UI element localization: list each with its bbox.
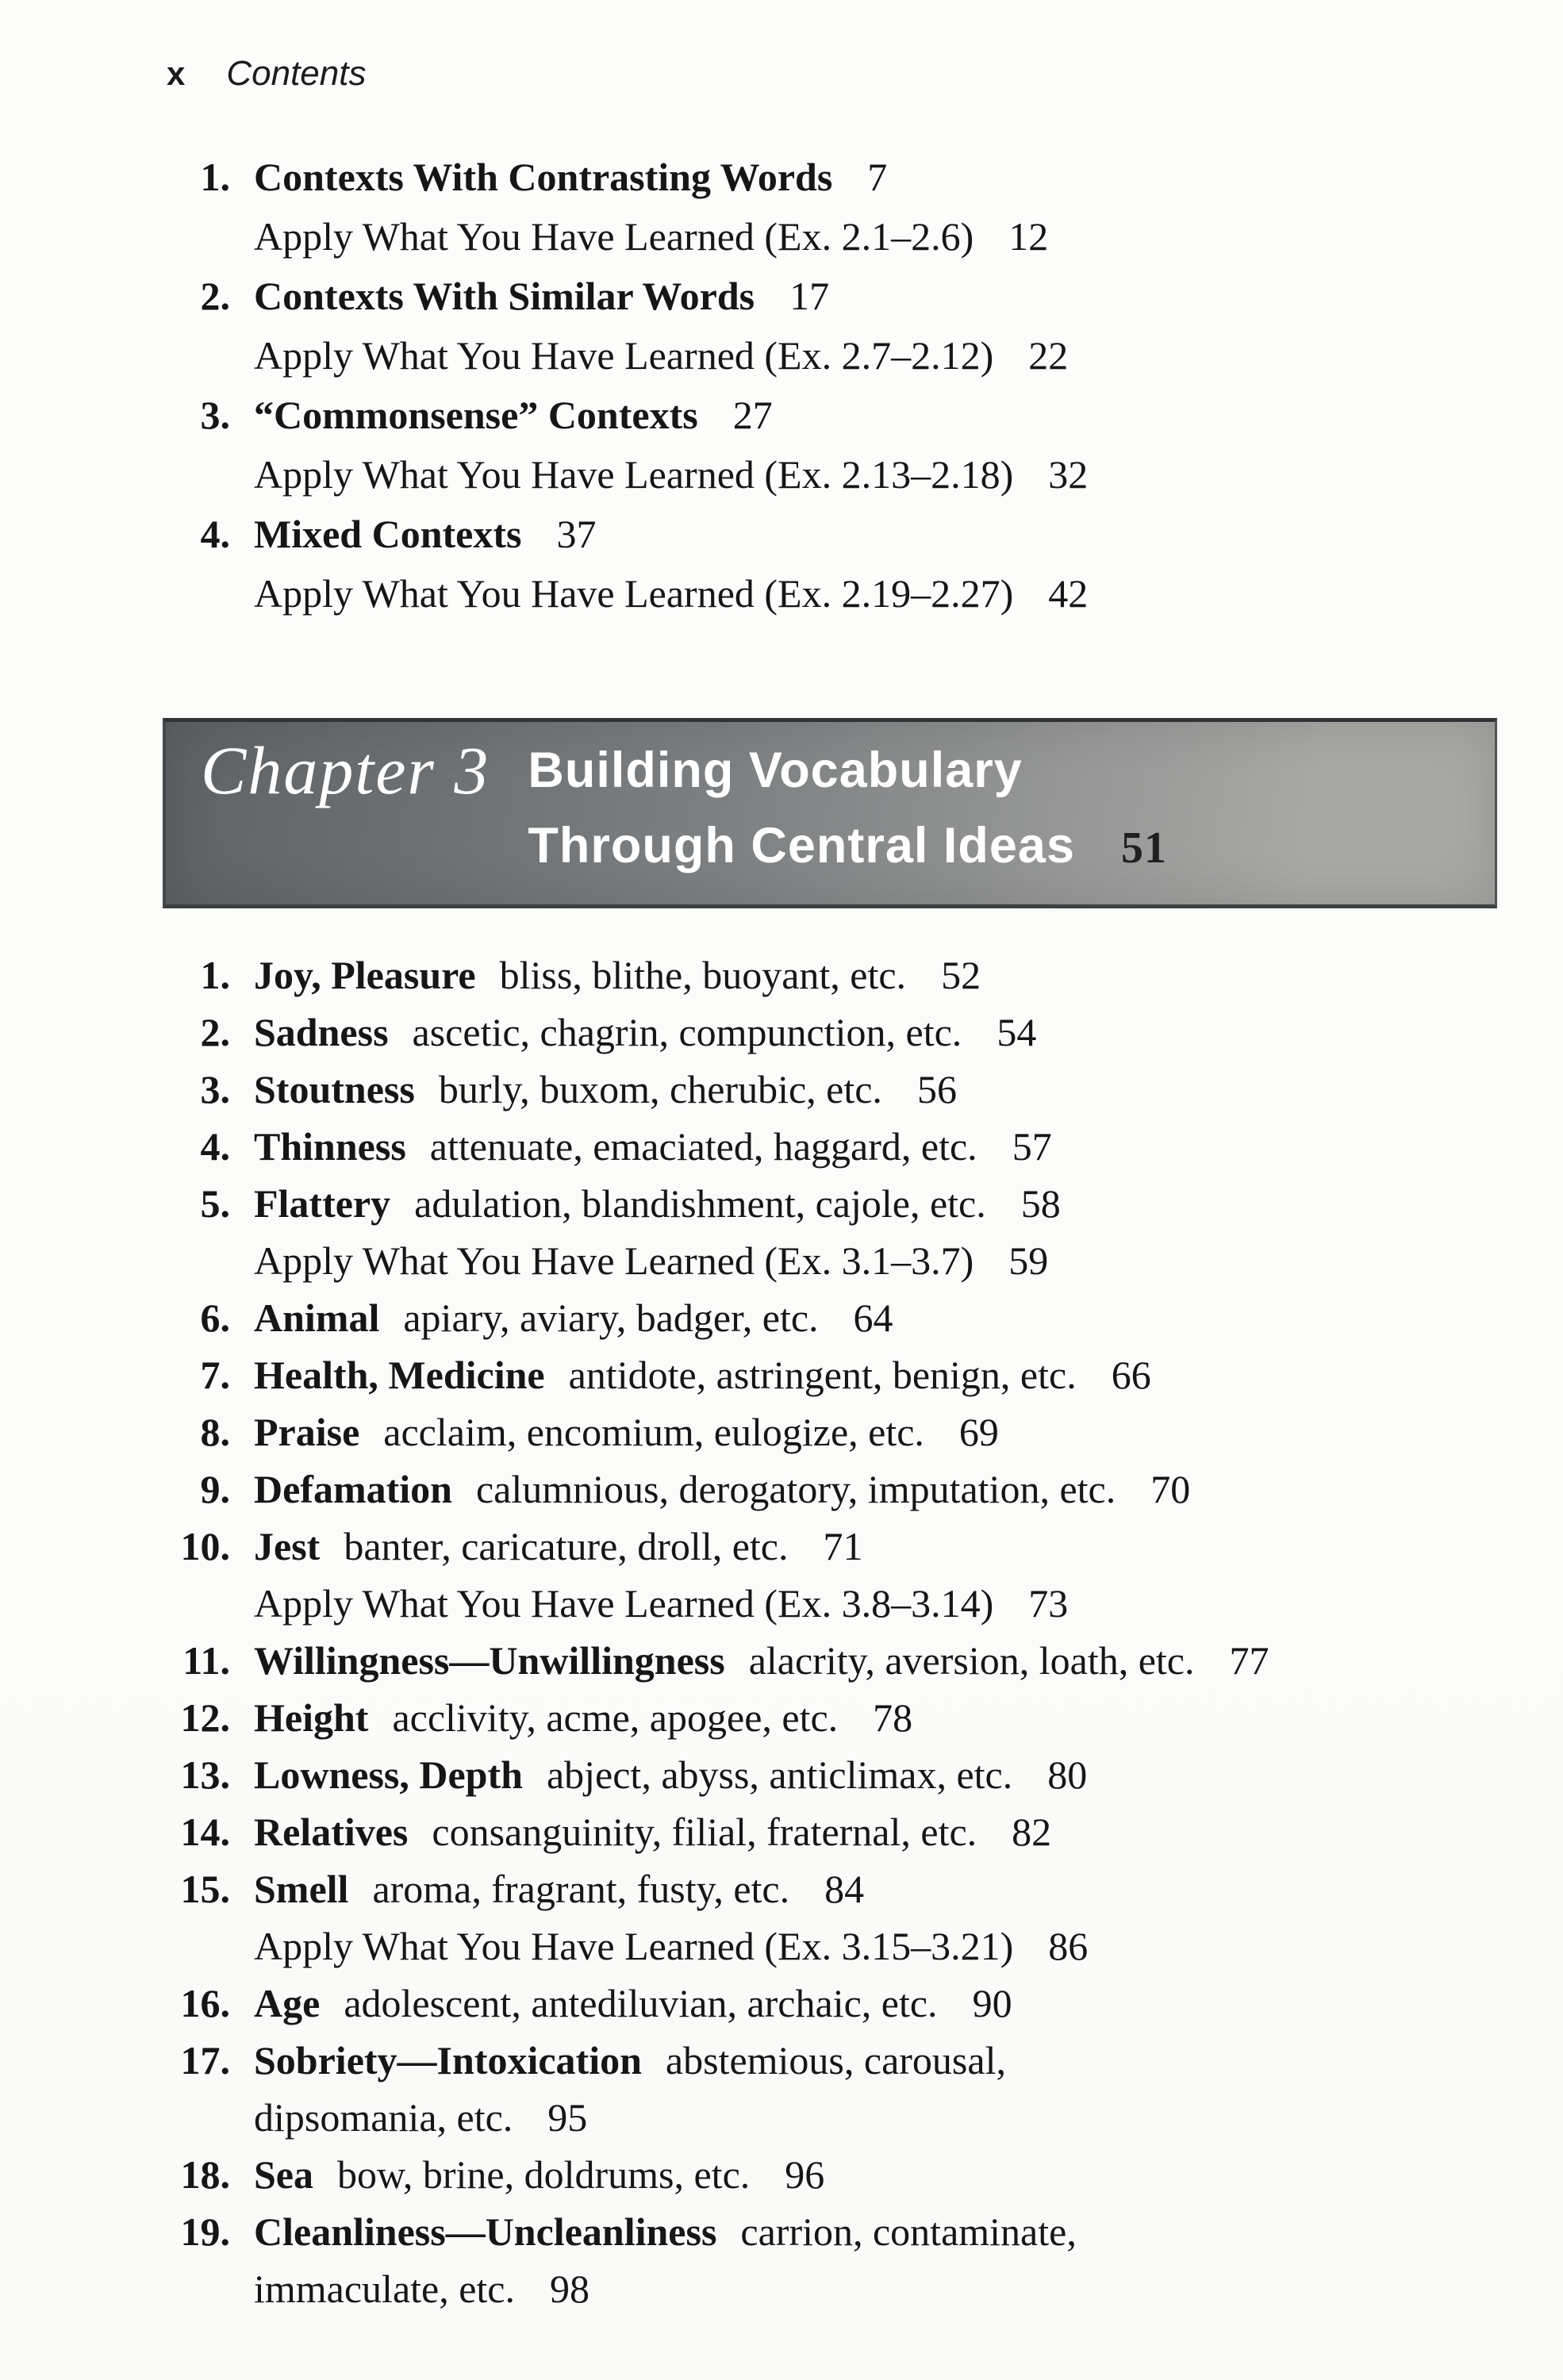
toc-entry-body [254,1461,1190,1518]
toc-apply-page: 22 [1028,333,1069,378]
toc-entry [159,1803,1531,1860]
toc-entry-words: banter, caricature, droll, etc. [344,1524,789,1568]
toc-entry-number: 7. [200,1353,230,1397]
toc-entry-words-continued: dipsomania, etc. [254,2095,513,2140]
toc-entry [159,1632,1531,1689]
toc-entry-number: 3. [200,393,230,437]
toc-entry-title: Lowness, Depth [254,1752,523,1797]
toc-entry-words: bliss, blithe, buoyant, etc. [499,953,907,997]
toc-apply-page: 12 [1008,214,1049,259]
toc-entry-body [254,1289,893,1346]
toc-entry [159,2203,1531,2317]
toc-entry [159,1289,1531,1346]
running-head [167,54,366,94]
toc-entry-body [254,1346,1151,1403]
toc-apply-label: Apply What You Have Learned (Ex. 2.13–2.18) [254,452,1014,497]
toc-entry-words: consanguinity, filial, fraternal, etc. [432,1810,977,1854]
toc-entry-title: Willingness—Unwillingness [254,1638,725,1683]
toc-entry-page: 95 [547,2095,588,2140]
toc-entry-title: Relatives [254,1810,409,1854]
toc-apply-label: Apply What You Have Learned (Ex. 2.19–2.27) [254,571,1014,616]
toc-entry-title: Animal [254,1296,380,1340]
toc-entry-number: 4. [200,512,230,556]
toc-entry-number: 19. [180,2209,230,2254]
toc-entry-number: 18. [180,2152,230,2197]
toc-entry-words: acclivity, acme, apogee, etc. [392,1695,839,1740]
chapter-title [528,733,1167,886]
toc-entry-page: 17 [789,274,830,318]
toc-entry-body [254,386,1088,505]
toc-entry-body [254,1746,1087,1803]
toc-entry-body [254,1403,999,1461]
toc-apply-label: Apply What You Have Learned (Ex. 2.7–2.12) [254,333,994,378]
toc-entry [159,1061,1531,1118]
toc-entry-words: carrion, contaminate, [740,2209,1077,2254]
toc-entry-page: 90 [972,1981,1012,2025]
toc-entry [159,267,1531,386]
toc-entry-words: adulation, blandishment, cajole, etc. [414,1181,986,1226]
toc-entry [159,1689,1531,1746]
toc-entry-number: 6. [200,1296,230,1340]
toc-apply-label: Apply What You Have Learned (Ex. 3.1–3.7) [254,1238,974,1283]
toc-entry-number: 16. [180,1981,230,2025]
chapter3-toc-list [159,946,1531,2317]
toc-entry-page: 64 [853,1296,893,1340]
toc-entry-page: 37 [556,512,597,556]
toc-entry-number: 5. [200,1181,230,1226]
toc-entry-words: calumnious, derogatory, imputation, etc. [475,1467,1116,1511]
toc-entry [159,148,1531,267]
toc-entry-number: 8. [200,1410,230,1454]
toc-entry-body [254,2146,824,2203]
toc-entry [159,1860,1531,1975]
toc-entry-page: 69 [958,1410,999,1454]
toc-entry-page: 54 [997,1010,1037,1054]
toc-entry-page: 56 [916,1067,957,1111]
toc-entry-body [254,1175,1061,1289]
toc-entry-number: 1. [200,953,230,997]
toc-entry-title: Praise [254,1410,360,1454]
toc-entry-page: 57 [1012,1124,1052,1169]
toc-entry-number: 17. [180,2038,230,2082]
toc-entry-body [254,1004,1036,1061]
folio-page-number: x [167,55,186,92]
toc-entry [159,1004,1531,1061]
toc-entry-page: 70 [1150,1467,1191,1511]
chapter3-banner [163,718,1497,908]
toc-entry-number: 10. [180,1524,230,1568]
toc-entry-body [254,505,1088,624]
toc-entry-title: Jest [254,1524,321,1568]
toc-entry [159,1403,1531,1461]
toc-apply-page: 59 [1008,1238,1049,1283]
toc-entry-body [254,148,1048,267]
toc-entry-page: 66 [1111,1353,1151,1397]
toc-entry-words: ascetic, chagrin, compunction, etc. [412,1010,962,1054]
chapter2-toc-list [159,148,1531,624]
toc-entry-body [254,946,981,1004]
toc-entry-number: 1. [200,155,230,199]
toc-entry-words: adolescent, antediluvian, archaic, etc. [344,1981,938,2025]
toc-entry-title: Contexts With Contrasting Words [254,155,833,199]
toc-entry-number: 13. [180,1752,230,1797]
toc-entry [159,2032,1531,2146]
toc-entry-page: 58 [1020,1181,1061,1226]
toc-entry-title: Height [254,1695,369,1740]
toc-entry-body [254,1632,1269,1689]
toc-entry [159,1175,1531,1289]
toc-entry-body [254,1860,1088,1975]
toc-entry-page: 52 [941,953,981,997]
toc-entry [159,505,1531,624]
toc-entry [159,1118,1531,1175]
toc-entry [159,1346,1531,1403]
toc-entry-words-continued: immaculate, etc. [254,2267,516,2311]
toc-entry-page: 82 [1012,1810,1052,1854]
toc-entry-page: 98 [550,2267,590,2311]
toc-entry-words: bow, brine, doldrums, etc. [337,2152,751,2197]
toc-entry-words: burly, buxom, cherubic, etc. [438,1067,882,1111]
toc-entry-page: 84 [824,1867,865,1911]
toc-entry-page: 78 [873,1695,913,1740]
toc-entry-title: “Commonsense” Contexts [254,393,698,437]
toc-entry-page: 96 [785,2152,825,2197]
toc-entry [159,946,1531,1004]
toc-entry-page: 7 [867,155,888,199]
toc-entry-number: 12. [180,1695,230,1740]
toc-entry-number: 11. [182,1638,230,1683]
toc-entry-title: Joy, Pleasure [254,953,476,997]
toc-entry [159,1746,1531,1803]
toc-entry-page: 80 [1047,1752,1088,1797]
toc-entry-title: Sadness [254,1010,389,1054]
toc-entry-title: Contexts With Similar Words [254,274,755,318]
toc-entry-title: Health, Medicine [254,1353,545,1397]
toc-entry-words: apiary, aviary, badger, etc. [403,1296,819,1340]
toc-entry-body [254,1518,1068,1632]
toc-entry-body [254,1118,1052,1175]
toc-entry-title: Flattery [254,1181,391,1226]
toc-entry [159,386,1531,505]
toc-entry [159,2146,1531,2203]
toc-entry [159,1975,1531,2032]
toc-entry-title: Sea [254,2152,313,2197]
toc-entry-body [254,267,1068,386]
toc-apply-page: 73 [1028,1581,1069,1626]
toc-entry-body [254,1689,912,1746]
toc-entry-words: antidote, astringent, benign, etc. [568,1353,1077,1397]
chapter-page-number: 51 [1120,823,1167,873]
toc-apply-label: Apply What You Have Learned (Ex. 2.1–2.6) [254,214,974,259]
chapter-number-label: Chapter 3 [201,732,490,808]
toc-entry-number: 2. [200,274,230,318]
chapter-title-line2: Through Central Ideas [528,818,1075,873]
toc-entry-body [254,2203,1077,2317]
toc-entry-title: Mixed Contexts [254,512,522,556]
toc-entry [159,1461,1531,1518]
toc-entry-number: 9. [200,1467,230,1511]
chapter-title-line1: Building Vocabulary [528,743,1023,798]
toc-entry-body [254,2032,1006,2146]
toc-entry-words: aroma, fragrant, fusty, etc. [372,1867,790,1911]
toc-entry-page: 77 [1229,1638,1269,1683]
toc-entry-title: Thinness [254,1124,406,1169]
toc-apply-label: Apply What You Have Learned (Ex. 3.15–3.21) [254,1924,1014,1968]
toc-entry-words: acclaim, encomium, eulogize, etc. [383,1410,924,1454]
toc-entry-title: Smell [254,1867,349,1911]
toc-entry-number: 14. [180,1810,230,1854]
toc-apply-page: 32 [1048,452,1089,497]
toc-entry-number: 4. [200,1124,230,1169]
toc-entry-title: Cleanliness—Uncleanliness [254,2209,717,2254]
toc-apply-page: 42 [1048,571,1089,616]
toc-entry [159,1518,1531,1632]
toc-entry-title: Age [254,1981,321,2025]
toc-entry-body [254,1061,957,1118]
toc-entry-title: Defamation [254,1467,452,1511]
toc-entry-number: 2. [200,1010,230,1054]
toc-entry-page: 27 [732,393,773,437]
toc-entry-body [254,1803,1051,1860]
toc-entry-body [254,1975,1012,2032]
toc-apply-page: 86 [1048,1924,1089,1968]
toc-entry-words: abstemious, carousal, [665,2038,1006,2082]
toc-entry-title: Sobriety—Intoxication [254,2038,642,2082]
toc-entry-words: attenuate, emaciated, haggard, etc. [429,1124,977,1169]
running-head-title: Contents [226,54,367,93]
toc-entry-number: 3. [200,1067,230,1111]
toc-entry-number: 15. [180,1867,230,1911]
toc-apply-label: Apply What You Have Learned (Ex. 3.8–3.14) [254,1581,994,1626]
toc-entry-page: 71 [823,1524,863,1568]
toc-entry-title: Stoutness [254,1067,415,1111]
toc-entry-words: abject, abyss, anticlimax, etc. [546,1752,1013,1797]
toc-entry-words: alacrity, aversion, loath, etc. [748,1638,1195,1683]
